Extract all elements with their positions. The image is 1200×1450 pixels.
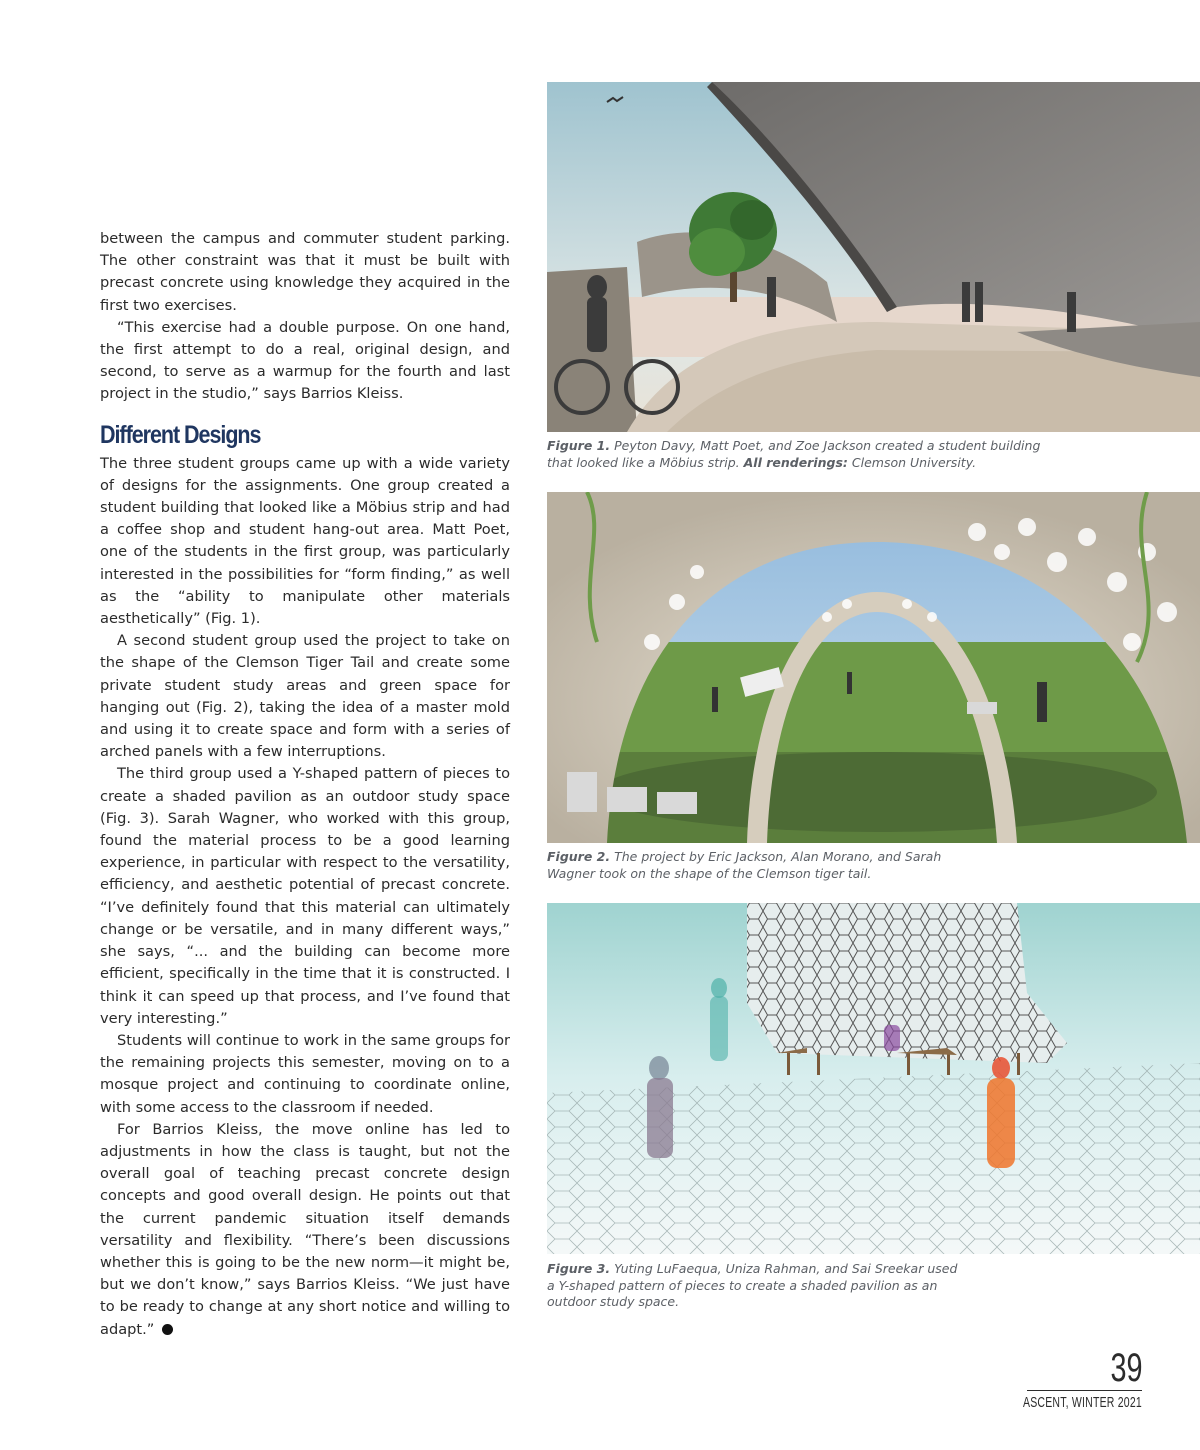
- publication-folio: ASCENT, WINTER 2021: [1023, 1394, 1142, 1411]
- page-number: 39: [1109, 1346, 1142, 1390]
- paragraph-text: For Barrios Kleiss, the move online has led to adjustments in how the class is taught, but not the overall goal of teaching precast concrete design concepts and good overall design. He points out that the current pandemic situation itself demands versatility and flexibility. “There’s been discussions whether this is going to be the new norm—it might be, but we don’t know,” says Barrios Kleiss. “We just have to be ready to change at any short notice and willing to adapt.”: [100, 1120, 510, 1338]
- caption-text: The project by Eric Jackson, Alan Morano, and Sarah Wagner took on the shape of the Clemson tiger tail.: [547, 849, 942, 881]
- figure-2-caption: [547, 849, 987, 882]
- caption-text: Yuting LuFaequa, Uniza Rahman, and Sai Sreekar used a Y-shaped pattern of pieces to create a shaded pavilion as an outdoor study space.: [547, 1261, 958, 1309]
- paragraph: “This exercise had a double purpose. On one hand, the first attempt to do a real, original design, and second, to serve as a warmup for the fourth and last project in the studio,” says Barrios Kleiss.: [100, 318, 510, 403]
- paragraph: between the campus and commuter student parking. The other constraint was that it must be built with precast concrete using knowledge they acquired in the first two exercises.: [100, 230, 510, 314]
- paragraph: A second student group used the project to take on the shape of the Clemson Tiger Tail and create some private student study areas and green space for hanging out (Fig. 2), taking the idea of a master mold and using it to create space and form with a series of arched panels with a few interruptions.: [100, 632, 510, 761]
- paragraph: The three student groups came up with a wide variety of designs for the assignments. One group created a student building that looked like a Möbius strip and had a coffee shop and student hang-out area. Matt Poet, one of the students in the first group, was particularly interested in the possibilities for “form finding,” as well as the “ability to manipulate other materials aesthetically” (Fig. 1).: [100, 454, 510, 628]
- article-body: [100, 228, 510, 1341]
- paragraph-last: [100, 1119, 510, 1341]
- footer-divider: [1027, 1390, 1142, 1391]
- caption-label: Figure 3.: [547, 1261, 611, 1276]
- caption-credit-label: All renderings:: [743, 454, 848, 470]
- caption-label: Figure 2.: [547, 849, 611, 864]
- caption-label: Figure 1.: [547, 438, 611, 453]
- section-heading: Different Designs: [100, 420, 261, 449]
- figure-2-image: [547, 492, 1200, 843]
- end-mark-icon: [162, 1324, 173, 1335]
- caption-credit: Clemson University.: [851, 454, 977, 470]
- figure-3-caption: [547, 1261, 967, 1311]
- figure-3-image: [547, 903, 1200, 1254]
- paragraph: Students will continue to work in the same groups for the remaining projects this semester, moving on to a mosque project and continuing to coordinate online, with some access to the classroom if needed.: [100, 1031, 510, 1116]
- figure-1-caption: [547, 438, 1067, 471]
- paragraph: The third group used a Y-shaped pattern of pieces to create a shaded pavilion as an outdoor study space (Fig. 3). Sarah Wagner, who worked with this group, found the material process to be a good learning experience, in particular with respect to the versatility, efficiency, and aesthetic potential of precast concrete. “I’ve definitely found that this material can ultimately change or be versatile, and in many different ways,” she says, “... and the building can become more efficient, specifically in the time that it is constructed. I think it can speed up that process, and I’ve found that very interesting.”: [100, 765, 510, 1027]
- figure-1-image: [547, 82, 1200, 432]
- caption-text: Peyton Davy, Matt Poet, and Zoe Jackson created a student building that looked like a Möbius strip.: [547, 438, 1041, 470]
